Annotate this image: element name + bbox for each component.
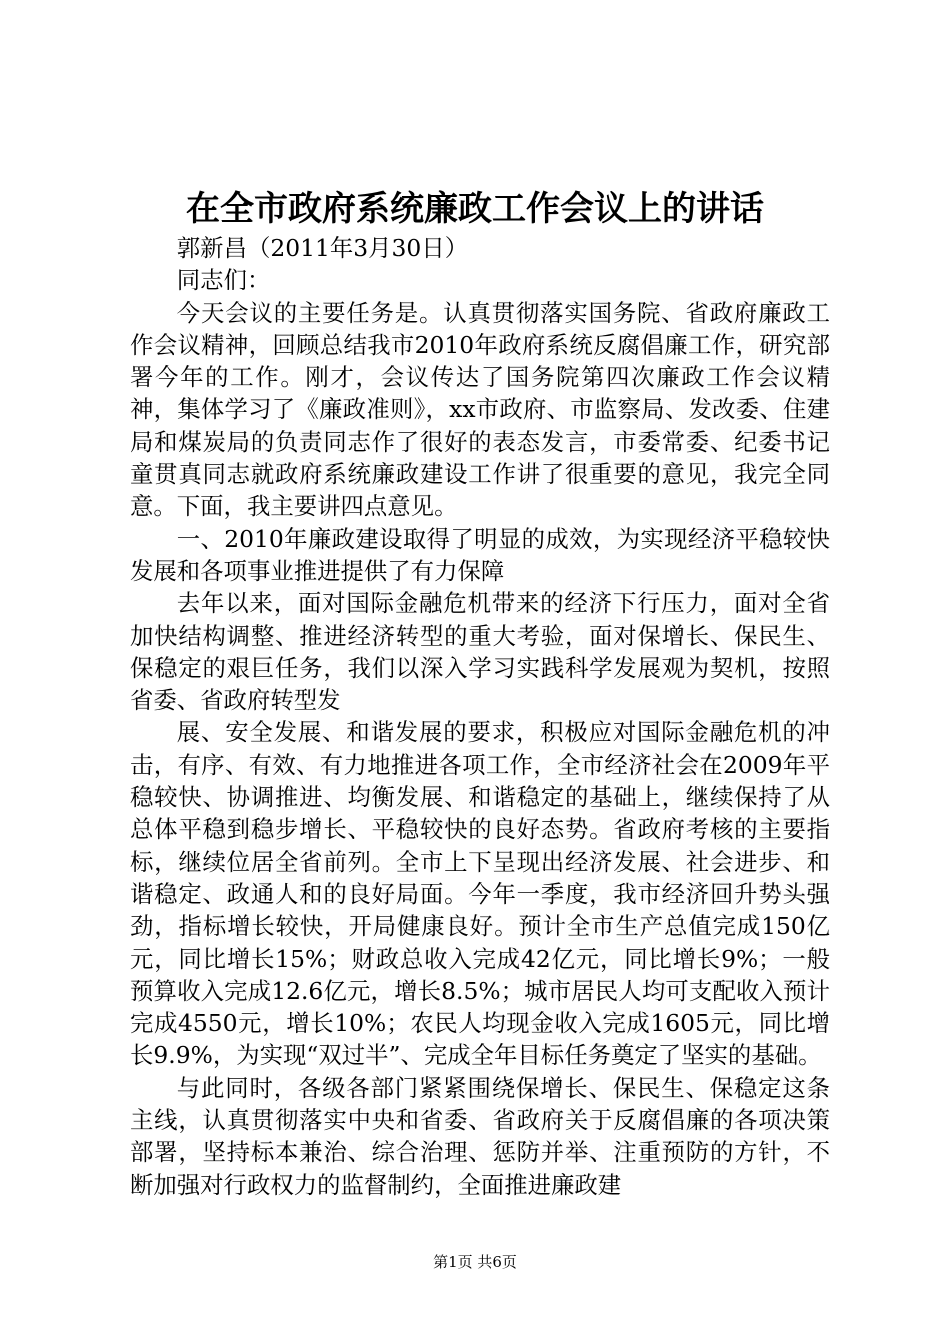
paragraph: 与此同时，各级各部门紧紧围绕保增长、保民生、保稳定这条主线，认真贯彻落实中央和省委、省政府关于反腐倡廉的各项决策部署，坚持标本兼治、综合治理、惩防并举、注重预防的方针，不断加强对行政权力的监督制约，全面推进廉政建 (130, 1073, 830, 1199)
document-body (130, 232, 830, 1201)
page-footer: 第1页 共6页 (433, 1253, 517, 1271)
paragraph: 展、安全发展、和谐发展的要求，积极应对国际金融危机的冲击，有序、有效、有力地推进各项工作，全市经济社会在2009年平稳较快、协调推进、均衡发展、和谐稳定的基础上，继续保持了从总体平稳到稳步增长、平稳较快的良好态势。省政府考核的主要指标，继续位居全省前列。全市上下呈现出经济发展、社会进步、和谐稳定、政通人和的良好局面。今年一季度，我市经济回升势头强劲，指标增长较快，开局健康良好。预计全市生产总值完成150亿元，同比增长15%；财政总收入完成42亿元，同比增长9%；一般预算收入完成12.6亿元，增长8.5%；城市居民人均可支配收入预计完成4550元，增长10%；农民人均现金收入完成1605元，同比增长9.9%，为实现“双过半”、完成全年目标任务奠定了坚实的基础。 (130, 718, 830, 1070)
section-heading: 一、2010年廉政建设取得了明显的成效，为实现经济平稳较快发展和各项事业推进提供了有力保障 (130, 524, 830, 585)
author-line: 郭新昌（2011年3月30日） (176, 234, 469, 262)
paragraph: 今天会议的主要任务是。认真贯彻落实国务院、省政府廉政工作会议精神，回顾总结我市2010年政府系统反腐倡廉工作，研究部署今年的工作。刚才，会议传达了国务院第四次廉政工作会议精神，集体学习了《廉政准则》，xx市政府、市监察局、发改委、住建局和煤炭局的负责同志作了很好的表态发言，市委常委、纪委书记童贯真同志就政府系统廉政建设工作讲了很重要的意见，我完全同意。下面，我主要讲四点意见。 (130, 298, 830, 521)
paragraph: 去年以来，面对国际金融危机带来的经济下行压力，面对全省加快结构调整、推进经济转型的重大考验，面对保增长、保民生、保稳定的艰巨任务，我们以深入学习实践科学发展观为契机，按照省委、省政府转型发 (130, 589, 830, 715)
document-title: 在全市政府系统廉政工作会议上的讲话 (186, 189, 764, 229)
greeting: 同志们： (176, 266, 271, 295)
